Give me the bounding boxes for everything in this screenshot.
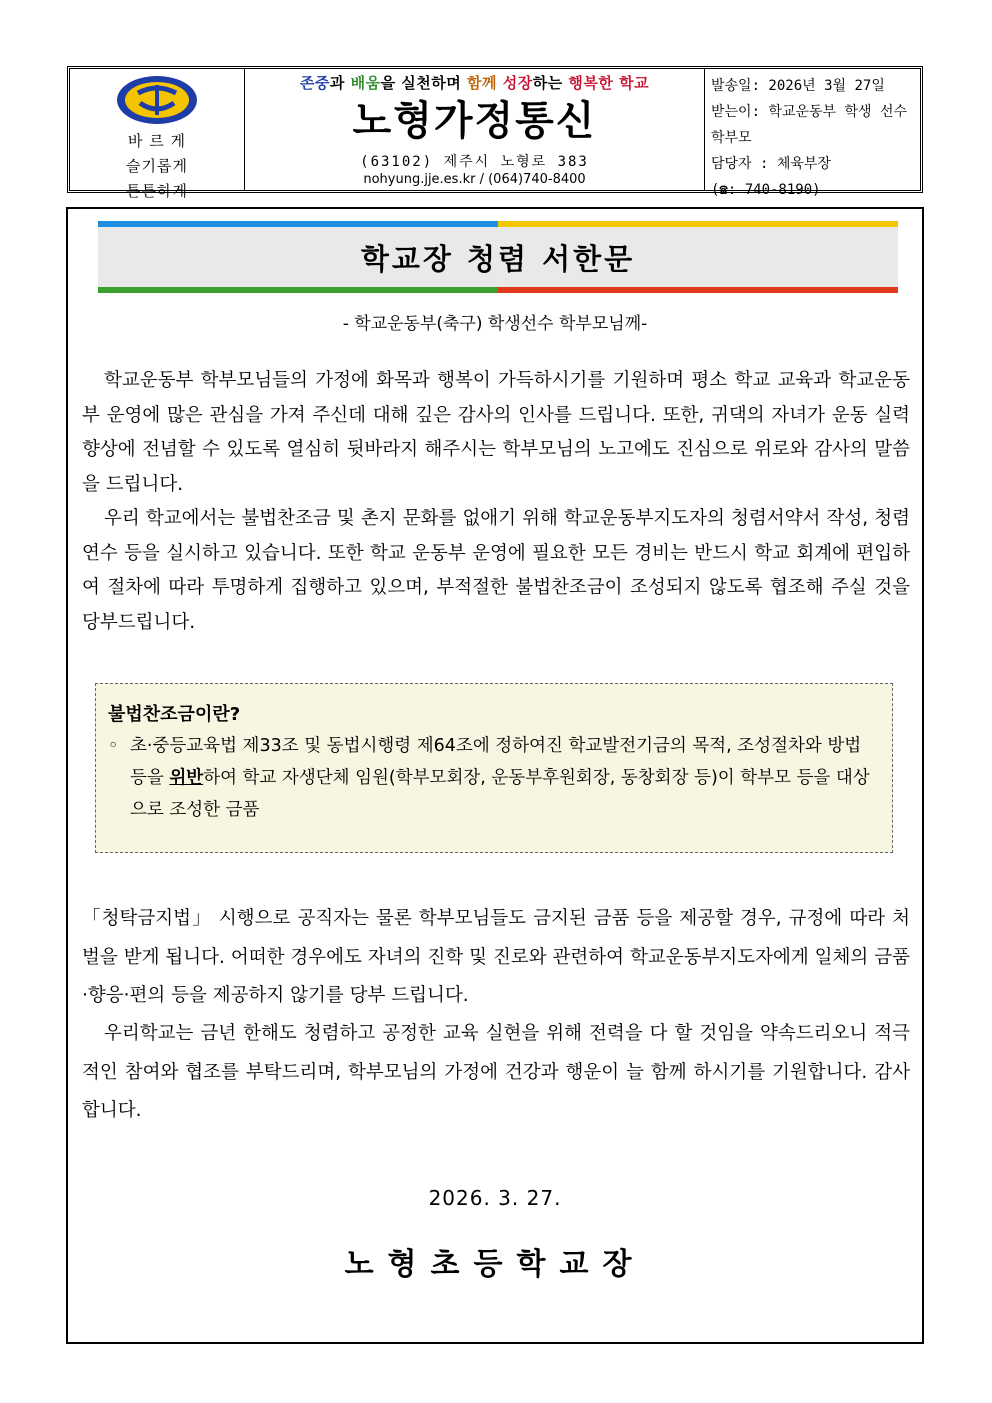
- definition-text: [108, 730, 880, 826]
- motto-line-1: 바 르 게: [127, 132, 186, 150]
- recipient: 받는이: 학교운동부 학생 선수: [711, 104, 908, 120]
- school-address: (63102) 제주시 노형로 383: [360, 154, 589, 170]
- letter-date: 2026. 3. 27.: [428, 1186, 562, 1210]
- masthead-cell: [245, 69, 705, 190]
- definition-text-part: 하여 학교 자생단체 임원(학부모회장, 운동부후원회장, 동창회장 등)이 학부모 등을 대상으로 조성한 금품: [130, 768, 870, 820]
- contact-phone: (☎: 740-8190): [711, 182, 821, 198]
- contact-person: 담당자 : 체육부장: [711, 156, 831, 172]
- paragraph-2: 우리 학교에서는 불법찬조금 및 촌지 문화를 없애기 위해 학교운동부지도자의 청렴서약서 작성, 청렴연수 등을 실시하고 있습니다. 또한 학교 운동부 운영에 필요한 모든 경비는 반드시 학교 회계에 편입하여 절차에 따라 투명하게 집행하고 있으며, 부적절한 불법찬조금이 조성되지 않도록 협조해 주실 것을 당부드립니다.: [82, 508, 910, 633]
- slogan-part: 과: [329, 74, 351, 92]
- issue-date: 발송일: 2026년 3월 27일: [711, 78, 885, 94]
- newsletter-title: 노형가정통신: [352, 98, 597, 144]
- definition-title: 불법찬조금이란?: [108, 704, 241, 725]
- document-title: 학교장 청렴 서한문: [360, 241, 636, 276]
- slogan-part: 성장: [502, 74, 533, 92]
- school-slogan: [245, 72, 704, 93]
- bullet-icon: ◦: [108, 736, 119, 756]
- motto-line-2: 슬기롭게: [126, 157, 188, 175]
- school-website-phone: nohyung.jje.es.kr / (064)740-8400: [363, 172, 586, 187]
- letter-body: [66, 207, 924, 1344]
- title-band: [98, 227, 898, 287]
- slogan-part: 행복한 학교: [568, 74, 650, 92]
- definition-text-part: 초·중등교육법 제33조 및 동법시행령 제64조에 정하여진 학교발전기금의 목적, 조성절차와 방법 등을: [130, 736, 862, 788]
- school-logo-icon: [116, 75, 198, 125]
- paragraph-4: 우리학교는 금년 한해도 청렴하고 공정한 교육 실현을 위해 전력을 다 할 것임을 약속드리오니 적극적인 참여와 협조를 부탁드리며, 학부모님의 가정에 건강과 행운이 늘 함께 하시기를 기원합니다. 감사합니다.: [82, 1023, 910, 1121]
- paragraph-3: 「청탁금지법」 시행으로 공직자는 물론 학부모님들도 금지된 금품 등을 제공할 경우, 규정에 따라 처벌을 받게 됩니다. 어떠한 경우에도 자녀의 진학 및 진로와 관련하여 학교운동부지도자에게 일체의 금품·향응·편의 등을 제공하지 않기를 당부 드립니다.: [82, 908, 910, 1006]
- slogan-part: 함께: [467, 74, 503, 92]
- definition-box: [95, 683, 893, 853]
- slogan-part: 하는: [532, 74, 569, 92]
- issue-info-cell: [705, 69, 920, 198]
- slogan-part: 존중: [299, 74, 330, 92]
- recipient-continued: 학부모: [711, 130, 752, 146]
- signature: 노형초등학교장: [344, 1247, 646, 1282]
- paragraph-1: 학교운동부 학부모님들의 가정에 화목과 행복이 가득하시기를 기원하며 평소 학교 교육과 학교운동부 운영에 많은 관심을 가져 주신데 대해 깊은 감사의 인사를 드립니다. 또한, 귀댁의 자녀가 운동 실력 향상에 전념할 수 있도록 열심히 뒷바라지 해주시는 학부모님의 노고에도 진심으로 위로와 감사의 말씀을 드립니다.: [82, 370, 910, 495]
- slogan-part: 을 실천하며: [380, 74, 467, 92]
- document-subtitle: - 학교운동부(축구) 학생선수 학부모님께-: [342, 314, 648, 334]
- letterhead: [67, 66, 923, 200]
- definition-emphasis: 위반: [169, 768, 204, 788]
- motto-line-3: 튼튼하게: [126, 182, 188, 200]
- slogan-part: 배움: [350, 74, 381, 92]
- title-bottom-bar: [98, 287, 898, 293]
- logo-cell: [70, 69, 245, 200]
